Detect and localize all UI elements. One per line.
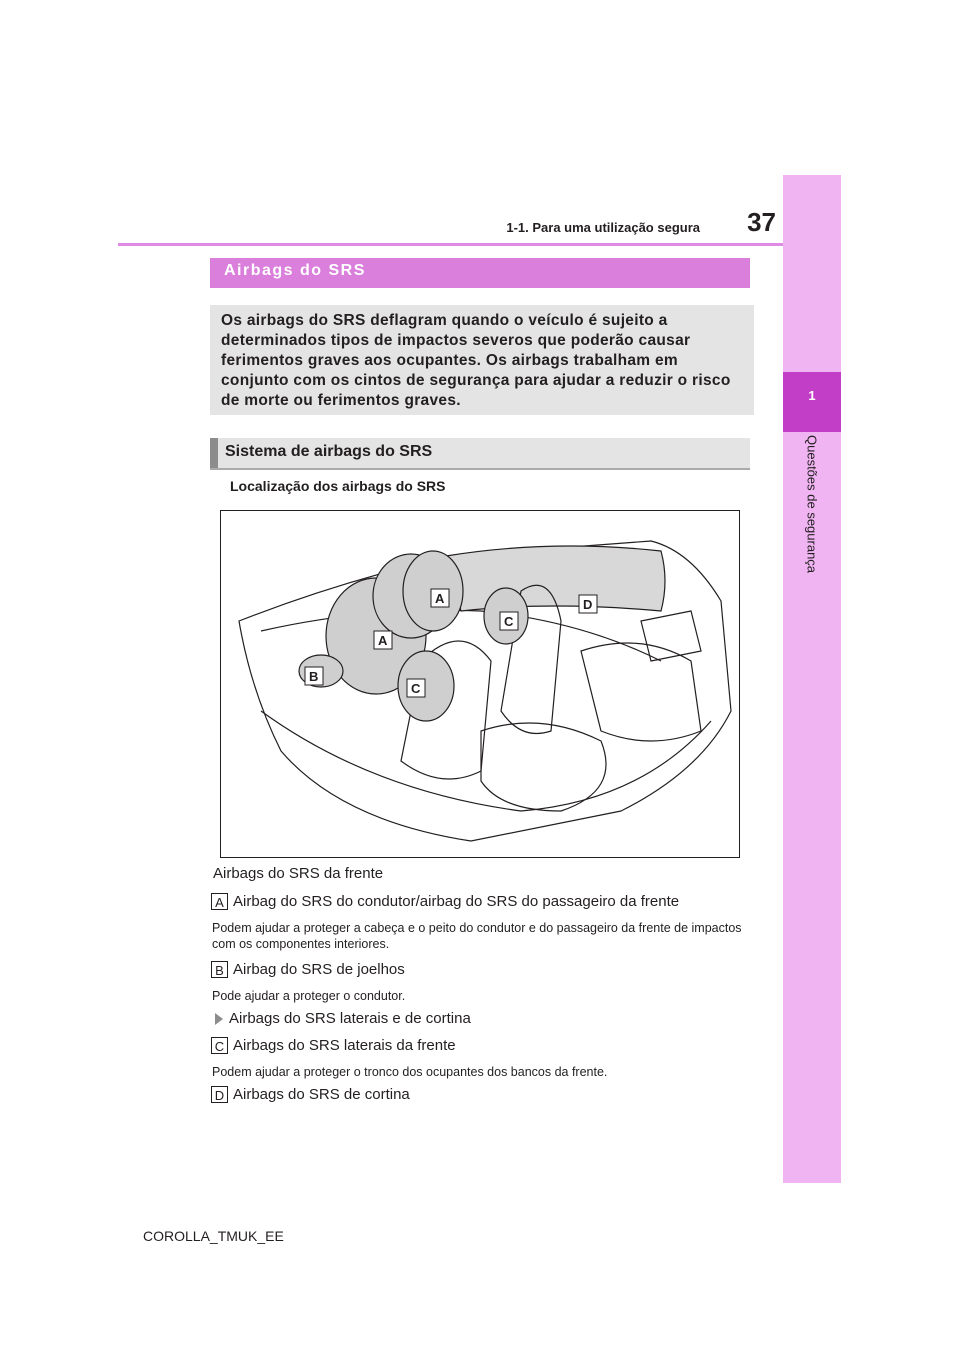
svg-text:D: D [583,597,593,612]
item-b-note: Pode ajudar a proteger o condutor. [212,989,406,1003]
chapter-side-tab [783,175,841,1183]
figure-caption: Localização dos airbags do SRS [230,478,446,494]
car-interior-drawing [221,511,739,857]
subsection-marker [210,438,218,468]
subsection-title: Sistema de airbags do SRS [225,443,433,460]
svg-text:A: A [378,633,388,648]
marker-c: C [211,1037,228,1054]
page-number: 37 [747,207,776,237]
chapter-number: 1 [808,388,816,403]
marker-d: D [211,1086,228,1103]
figure-label-c-passenger [500,612,518,630]
airbag-illustration [220,510,740,858]
section-header: 1-1. Para uma utilização segura [506,220,700,235]
marker-b: B [211,961,228,978]
item-b-text: Airbag do SRS de joelhos [233,961,405,978]
svg-text:C: C [411,681,421,696]
svg-text:B: B [309,669,319,684]
page-title: Airbags do SRS [224,262,366,279]
item-a [211,893,679,910]
item-b [211,961,405,978]
item-d-text: Airbags do SRS de cortina [233,1086,410,1103]
header-rule [118,243,783,246]
marker-a: A [211,893,228,910]
front-airbags-heading: Airbags do SRS da frente [213,865,384,882]
item-a-note: Podem ajudar a proteger a cabeça e o peito do condutor e do passageiro da frente de impactos com os componentes interiores. [212,921,742,951]
item-c-note: Podem ajudar a proteger o tronco dos ocupantes dos bancos da frente. [212,1065,608,1079]
figure-label-b [305,667,323,685]
footer-code: COROLLA_TMUK_EE [143,1228,284,1244]
figure-label-c-driver [407,679,425,697]
svg-text:A: A [435,591,445,606]
item-a-text: Airbag do SRS do condutor/airbag do SRS do passageiro da frente [233,893,680,910]
item-c-text: Airbags do SRS laterais da frente [233,1037,456,1054]
arrow-icon [215,1013,223,1025]
item-d [211,1086,410,1103]
svg-text:C: C [504,614,514,629]
figure-label-a-top [431,589,449,607]
intro-text: Os airbags do SRS deflagram quando o veículo é sujeito a determinados tipos de impactos severos que poderão causar ferimentos graves aos ocupantes. Os airbags trabalham em conjunto com os cintos de segurança para ajudar a reduzir o risco de morte ou ferimentos graves. [221,312,731,409]
figure-label-d [579,595,597,613]
item-c [211,1037,456,1054]
figure-label-a [374,631,392,649]
side-airbags-heading [215,1010,471,1027]
side-airbags-heading-text: Airbags do SRS laterais e de cortina [229,1010,471,1027]
